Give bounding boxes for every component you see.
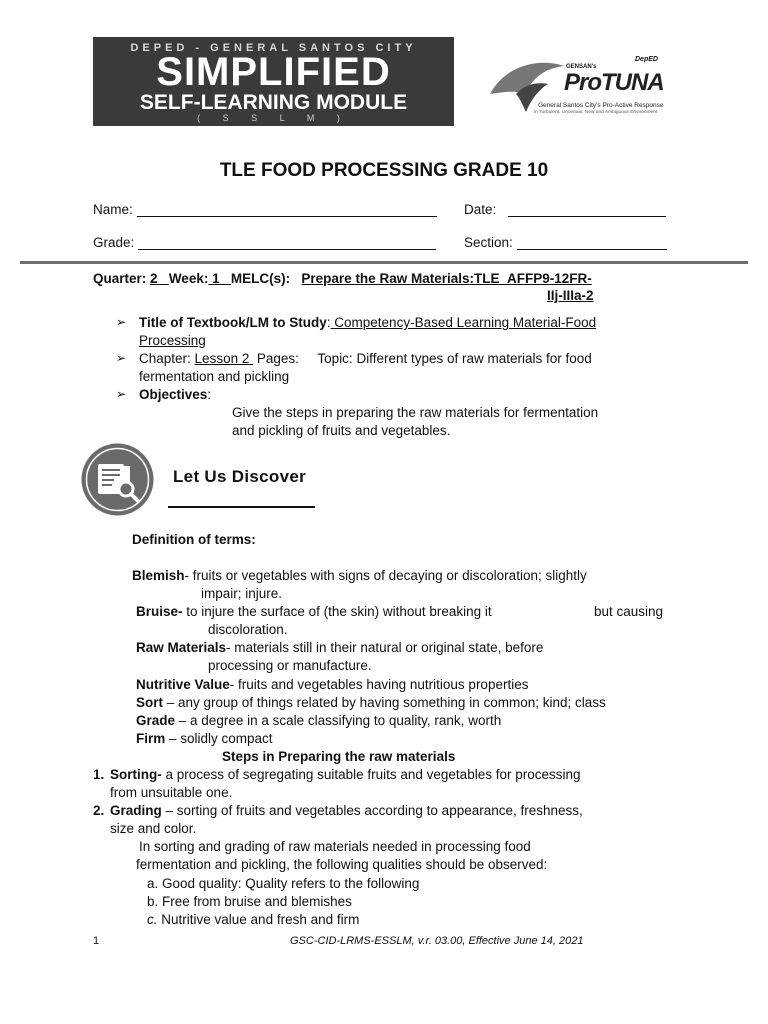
def-blemish-cont: impair; injure. [201, 586, 283, 601]
divider-rule [20, 261, 748, 264]
page-number: 1 [93, 935, 100, 947]
bullet-arrow-icon: ➢ [116, 387, 127, 401]
banner-title: SIMPLIFIED [156, 50, 391, 94]
pages-label: Pages: [256, 351, 299, 366]
textbook-value: Competency-Based Learning Material-Food [334, 315, 597, 330]
step-1-number: 1. [93, 767, 105, 782]
grade-field[interactable] [93, 235, 436, 250]
protuna-name [564, 69, 664, 97]
protuna-deped: DepED [635, 56, 658, 63]
def-blemish: Blemish- fruits or vegetables with signs of decaying or discoloration; slightly [132, 568, 587, 583]
chapter-value: Lesson 2 [194, 351, 250, 366]
protuna-logo [486, 44, 676, 124]
discover-underline [168, 506, 315, 508]
term-sort: Sort [136, 695, 163, 710]
protuna-name-pro: Pro [564, 69, 602, 96]
melc-value: Prepare the Raw Materials:TLE_AFFP9-12FR- [301, 271, 592, 286]
book-search-icon [80, 442, 155, 517]
term-firm: Firm [136, 731, 166, 746]
protuna-name-tuna: TUNA [601, 69, 664, 96]
quality-c: c. Nutritive value and fresh and firm [147, 912, 360, 927]
grade-label: Grade: [93, 235, 135, 250]
quality-c-letter: c. [147, 912, 158, 927]
melc-value-cont: IIj-IIIa-2 [547, 288, 594, 303]
qualities-para: In sorting and grading of raw materials needed in processing food [139, 839, 531, 854]
melc-label: MELC(s): [230, 271, 291, 286]
banner-subtitle: SELF-LEARNING MODULE [139, 91, 408, 114]
definitions-heading: Definition of terms: [132, 532, 256, 547]
discover-title: Let Us Discover [173, 467, 306, 486]
bullet-arrow-icon: ➢ [116, 315, 127, 329]
chapter-item [139, 350, 679, 386]
def-nutritive: Nutritive Value- fruits and vegetables having nutritious properties [136, 677, 529, 692]
name-label: Name: [93, 202, 133, 217]
step-1-term: Sorting- [110, 767, 162, 782]
protuna-tagline2: in Turbulent, Uncertain, New and Ambiguous Environment [534, 110, 658, 115]
def-sort: Sort – any group of things related by having something in common; kind; class [136, 695, 606, 710]
step-2-term: Grading [110, 803, 162, 818]
chapter-label: Chapter: [139, 351, 191, 366]
term-blemish: Blemish [132, 568, 185, 583]
name-field[interactable] [93, 202, 437, 217]
banner-abbr: ( S S L M ) [197, 113, 350, 123]
objectives-label: Objectives [139, 387, 208, 402]
def-bruise: Bruise- to injure the surface of (the skin) without breaking it [136, 604, 492, 619]
step-1-cont: from unsuitable one. [110, 785, 233, 800]
def-raw: Raw Materials- materials still in their natural or original state, before [136, 640, 544, 655]
sslm-banner-logo [93, 37, 454, 126]
topic-text: Topic: Different types of raw materials for food [317, 351, 592, 366]
date-label: Date: [464, 202, 497, 217]
bullet-arrow-icon: ➢ [116, 351, 127, 365]
date-field[interactable] [464, 202, 666, 217]
week-value: 1 [212, 271, 220, 286]
section-field[interactable] [464, 235, 667, 250]
footer-code: GSC-CID-LRMS-ESSLM, v.r. 03.00, Effective June 14, 2021 [290, 935, 584, 947]
textbook-value-cont: Processing [139, 333, 206, 348]
quarter-value: 2 [150, 271, 158, 286]
objectives-item: Objectives: [139, 387, 212, 402]
qualities-para-cont: fermentation and pickling, the following qualities should be observed: [136, 857, 548, 872]
def-bruise-b: but causing [594, 604, 664, 619]
step-2: Grading – sorting of fruits and vegetables according to appearance, freshness, [110, 803, 583, 818]
def-raw-cont: processing or manufacture. [208, 658, 372, 673]
term-grade: Grade [136, 713, 176, 728]
term-bruise: Bruise- [136, 604, 183, 619]
date-blank[interactable] [508, 203, 666, 217]
def-grade: Grade – a degree in a scale classifying to quality, rank, worth [136, 713, 502, 728]
topic-text-cont: fermentation and pickling [139, 369, 290, 384]
quarter-label: Quarter: [93, 271, 147, 286]
quality-a: a. Good quality: Quality refers to the following [147, 876, 420, 891]
term-nutritive-value: Nutritive Value [136, 677, 230, 692]
step-2-cont: size and color. [110, 821, 197, 836]
quality-b: b. Free from bruise and blemishes [147, 894, 352, 909]
document-title: TLE FOOD PROCESSING GRADE 10 [219, 160, 549, 181]
step-1: Sorting- a process of segregating suitable fruits and vegetables for processing [110, 767, 581, 782]
term-raw-materials: Raw Materials [136, 640, 227, 655]
name-blank[interactable] [137, 203, 437, 217]
grade-blank[interactable] [138, 236, 436, 250]
banner-org: DEPED - GENERAL SANTOS CITY [130, 42, 417, 54]
quarter-line [93, 270, 592, 288]
def-firm: Firm – solidly compact [136, 731, 273, 746]
protuna-gensan: GENSAN's [566, 64, 597, 70]
section-blank[interactable] [517, 236, 667, 250]
def-bruise-cont: discoloration. [208, 622, 288, 637]
protuna-tagline: General Santos City's Pro-Active Response [538, 102, 664, 109]
step-2-number: 2. [93, 803, 105, 818]
textbook-label: Title of Textbook/LM to Study [139, 315, 327, 330]
section-label: Section: [464, 235, 513, 250]
steps-heading: Steps in Preparing the raw materials [222, 749, 456, 764]
week-label: Week: [168, 271, 209, 286]
objectives-text: Give the steps in preparing the raw materials for fermentation and pickling of fruits and vegetables. [232, 405, 599, 438]
textbook-item: Title of Textbook/LM to Study: Competency-Based Learning Material-Food Processing [139, 315, 597, 348]
